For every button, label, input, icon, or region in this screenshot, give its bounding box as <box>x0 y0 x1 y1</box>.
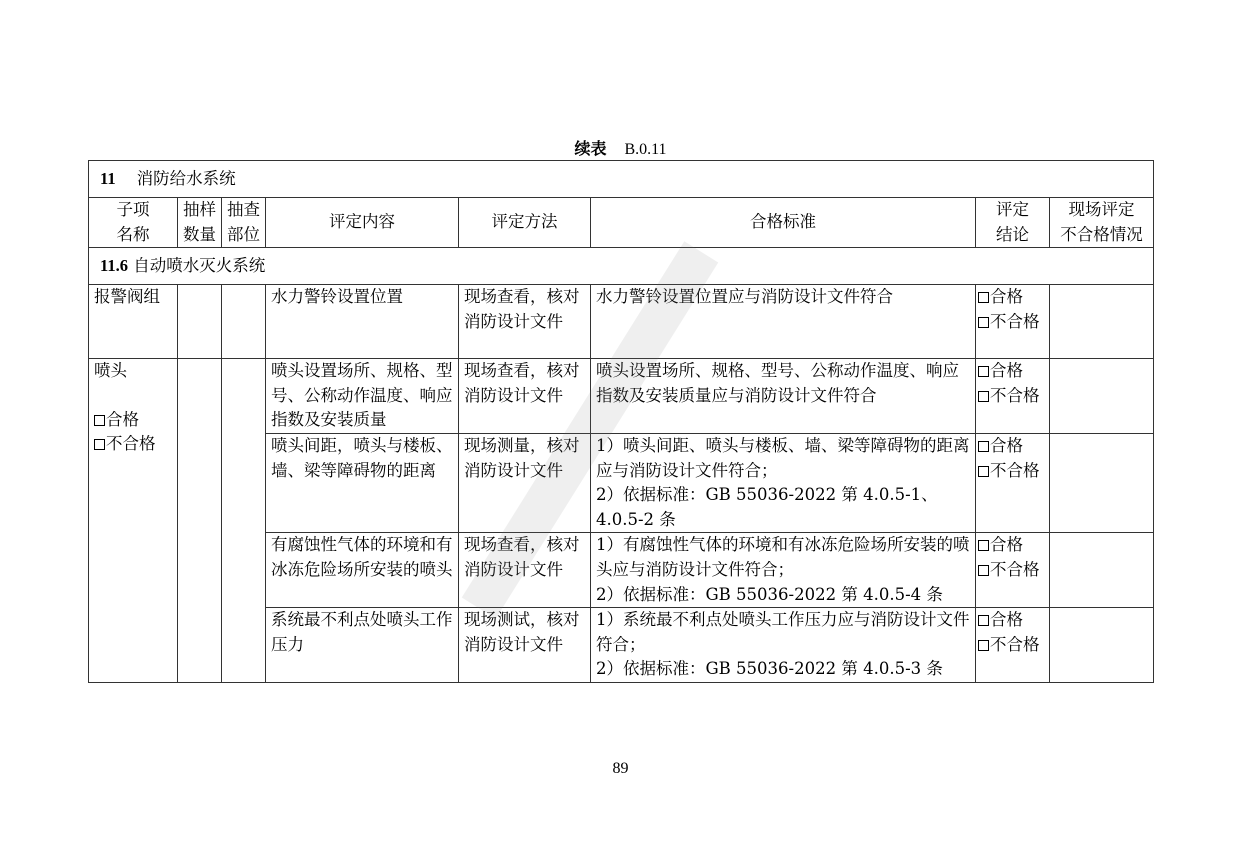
check-part-cell <box>222 285 266 359</box>
header-conclusion: 评定 结论 <box>976 198 1050 248</box>
standard-cell: 喷头设置场所、规格、型号、公称动作温度、响应指数及安装质量应与消防设计文件符合 <box>591 359 976 434</box>
pass-checkbox[interactable]: 合格 <box>978 359 1049 384</box>
page-number: 89 <box>612 760 629 777</box>
onsite-failure-cell <box>1050 533 1154 608</box>
table-caption <box>0 139 1241 160</box>
table-row <box>89 285 1154 359</box>
fail-checkbox[interactable]: 不合格 <box>978 384 1049 409</box>
header-check-part: 抽查 部位 <box>222 198 266 248</box>
checkbox-icon <box>978 540 989 551</box>
section-row <box>89 161 1154 198</box>
header-row <box>89 198 1154 248</box>
pass-checkbox[interactable]: 合格 <box>978 533 1049 558</box>
checkbox-icon <box>94 439 105 450</box>
checkbox-icon <box>978 317 989 328</box>
onsite-failure-cell <box>1050 608 1154 683</box>
fail-checkbox[interactable]: 不合格 <box>978 633 1049 658</box>
header-method: 评定方法 <box>459 198 591 248</box>
header-item-name: 子项 名称 <box>89 198 178 248</box>
checkbox-icon <box>978 615 989 626</box>
onsite-failure-cell <box>1050 359 1154 434</box>
fail-checkbox[interactable]: 不合格 <box>978 310 1049 335</box>
header-content: 评定内容 <box>266 198 459 248</box>
conclusion-cell <box>976 533 1050 608</box>
method-cell: 现场查看，核对消防设计文件 <box>459 359 591 434</box>
content-cell: 喷头设置场所、规格、型号、公称动作温度、响应指数及安装质量 <box>266 359 459 434</box>
standard-cell: 1）有腐蚀性气体的环境和有冰冻危险场所安装的喷头应与消防设计文件符合； 2）依据标准：GB 55036-2022 第 4.0.5-4 条 <box>591 533 976 608</box>
conclusion-cell <box>976 359 1050 434</box>
method-cell: 现场查看，核对消防设计文件 <box>459 285 591 359</box>
group-name: 报警阀组 <box>89 285 178 359</box>
subsection-name: 自动喷水灭火系统 <box>133 255 266 275</box>
onsite-failure-cell <box>1050 433 1154 532</box>
table-row <box>89 359 1154 434</box>
header-onsite-failure: 现场评定 不合格情况 <box>1050 198 1154 248</box>
checkbox-icon <box>978 366 989 377</box>
checkbox-icon <box>978 292 989 303</box>
checkbox-icon <box>978 565 989 576</box>
standard-cell: 1）喷头间距、喷头与楼板、墙、梁等障碍物的距离应与消防设计文件符合； 2）依据标准：GB 55036-2022 第 4.0.5-1、4.0.5-2 条 <box>591 433 976 532</box>
standard-cell: 水力警铃设置位置应与消防设计文件符合 <box>591 285 976 359</box>
content-cell: 水力警铃设置位置 <box>266 285 459 359</box>
header-sample-quantity: 抽样 数量 <box>178 198 222 248</box>
standard-cell: 1）系统最不利点处喷头工作压力应与消防设计文件符合； 2）依据标准：GB 55036-2022 第 4.0.5-3 条 <box>591 608 976 683</box>
inspection-table <box>88 160 1154 683</box>
pass-checkbox[interactable]: 合格 <box>978 608 1049 633</box>
checkbox-icon <box>978 640 989 651</box>
section-name: 消防给水系统 <box>136 168 236 188</box>
header-standard: 合格标准 <box>591 198 976 248</box>
section-title <box>89 161 1154 198</box>
checkbox-icon <box>978 391 989 402</box>
content-cell: 系统最不利点处喷头工作压力 <box>266 608 459 683</box>
check-part-cell <box>222 359 266 683</box>
subsection-row <box>89 248 1154 285</box>
checkbox-icon <box>978 466 989 477</box>
fail-checkbox[interactable]: 不合格 <box>978 459 1049 484</box>
subsection-number: 11.6 <box>100 255 128 275</box>
pass-checkbox[interactable]: 合格 <box>978 434 1049 459</box>
group-name: 喷头 合格 不合格 <box>89 359 178 683</box>
content-cell: 有腐蚀性气体的环境和有冰冻危险场所安装的喷头 <box>266 533 459 608</box>
checkbox-icon <box>94 415 105 426</box>
group-fail-checkbox[interactable]: 不合格 <box>94 432 172 457</box>
pass-checkbox[interactable]: 合格 <box>978 285 1049 310</box>
conclusion-cell <box>976 285 1050 359</box>
method-cell: 现场测试，核对消防设计文件 <box>459 608 591 683</box>
fail-checkbox[interactable]: 不合格 <box>978 558 1049 583</box>
caption-code: B.0.11 <box>624 141 667 158</box>
checkbox-icon <box>978 441 989 452</box>
method-cell: 现场测量，核对消防设计文件 <box>459 433 591 532</box>
sample-quantity-cell <box>178 285 222 359</box>
onsite-failure-cell <box>1050 285 1154 359</box>
sample-quantity-cell <box>178 359 222 683</box>
caption-prefix: 续表 <box>574 139 607 158</box>
method-cell: 现场查看，核对消防设计文件 <box>459 533 591 608</box>
subsection-title <box>89 248 1154 285</box>
conclusion-cell <box>976 608 1050 683</box>
conclusion-cell <box>976 433 1050 532</box>
content-cell: 喷头间距，喷头与楼板、墙、梁等障碍物的距离 <box>266 433 459 532</box>
section-number: 11 <box>100 168 116 188</box>
group-pass-checkbox[interactable]: 合格 <box>94 408 172 433</box>
